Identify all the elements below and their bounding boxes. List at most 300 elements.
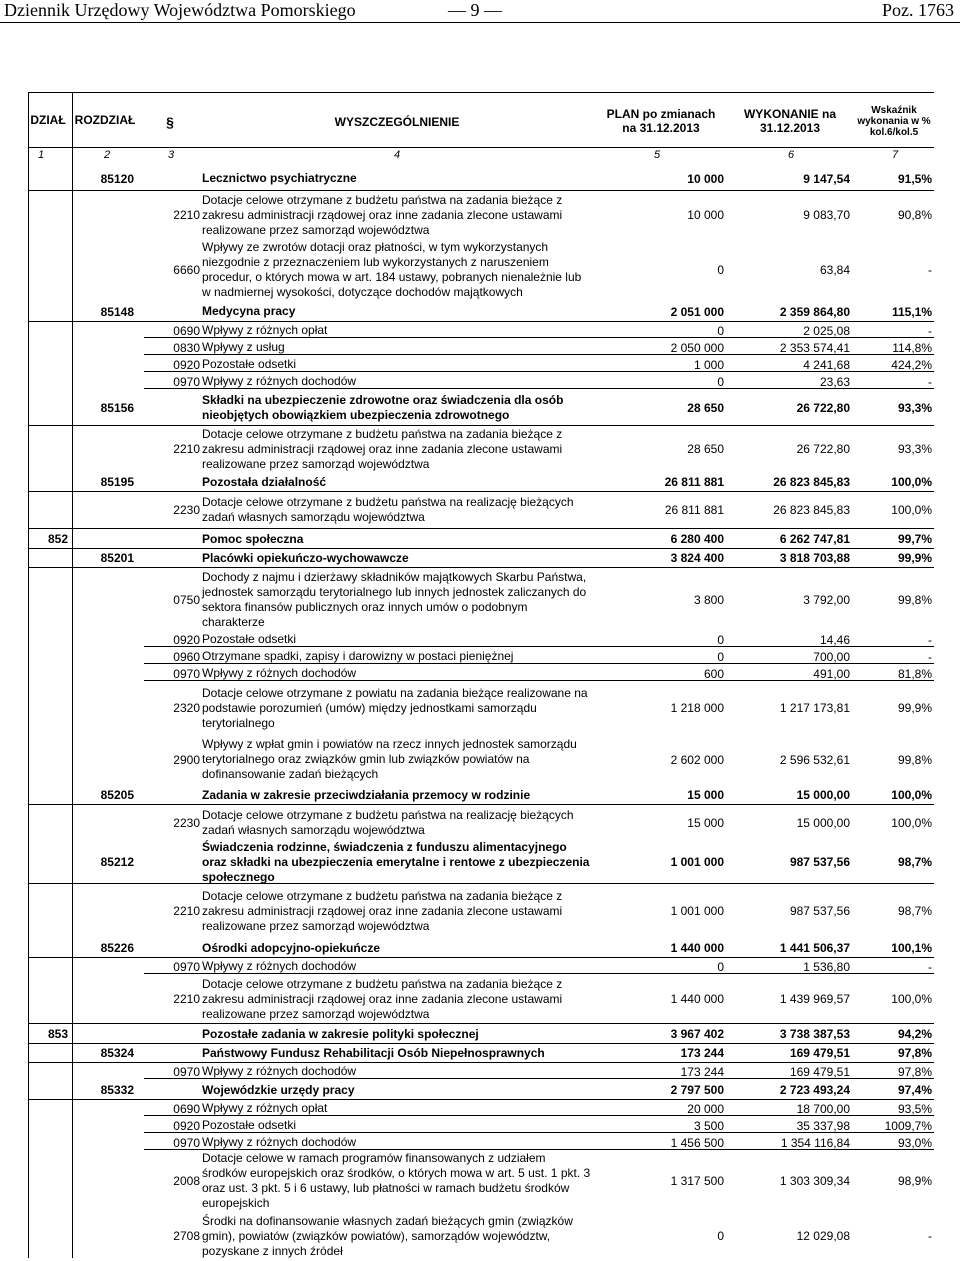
row-description-text: Wpływy z wpłat gmin i powiatów na rzecz innych jednostek samorządu terytorialnego oraz związków gmin lub związków powiatów na dofinansowanie zadań bieżących [202,737,577,781]
row-underline [144,388,934,389]
table-row [28,568,934,631]
plan-value [598,884,724,938]
dzial-code [28,239,68,301]
wykonanie-value-text: 1 439 969,57 [779,992,850,1006]
row-description [202,166,592,191]
row-description [202,390,592,426]
rozdzial-code [72,390,134,426]
dzial-code [28,166,68,191]
col-plan: PLAN po zmianach na 31.12.2013 [606,107,716,135]
plan-value-text: 28 650 [687,401,724,415]
percent-value [854,734,932,785]
paragraf-code-text: 0970 [173,374,200,389]
plan-value-text: 0 [717,959,724,974]
plan-value-text: 10 000 [687,208,724,222]
table-row [28,1080,934,1100]
row-description [202,301,592,322]
paragraf-code [144,191,200,239]
plan-value-text: 26 811 881 [664,475,724,489]
wykonanie-value-text: 4 241,68 [803,357,850,372]
plan-value-text: 3 824 400 [670,551,724,565]
plan-value [598,301,724,322]
rozdzial-code [72,682,134,734]
plan-value [598,239,724,301]
paragraf-code-text: 0970 [173,1135,200,1150]
rozdzial-code [72,373,134,390]
plan-value [598,840,724,884]
percent-value-text: - [928,649,932,664]
row-description-text: Wpływy z różnych dochodów [202,666,357,680]
percent-value [854,884,932,938]
rozdzial-code [72,322,134,339]
wykonanie-value [730,191,850,239]
rozdzial-code-text: 85195 [100,475,134,489]
table-row [28,528,934,549]
row-underline [144,680,934,681]
dzial-code [28,426,68,472]
percent-value [854,805,932,840]
paragraf-code-text: 0690 [173,323,200,338]
table-row [28,301,934,322]
paragraf-code-text: 0960 [173,649,200,664]
dzial-code [28,1024,68,1044]
rozdzial-code [72,734,134,785]
wykonanie-value-text: 14,46 [819,632,850,647]
percent-value-text: 99,8% [897,592,932,607]
percent-value [854,426,932,472]
rozdzial-code [72,785,134,805]
wykonanie-value-text: 1 217 173,81 [779,701,850,715]
plan-value-text: 173 244 [680,1064,724,1079]
table-row [28,390,934,426]
row-description [202,1151,592,1211]
table-row [28,1211,934,1261]
journal-title: Dziennik Urzędowy Województwa Pomorskiego [4,0,356,20]
col-rozdzial: ROZDZIAŁ [74,113,136,127]
row-description-text: Wojewódzkie urzędy pracy [202,1082,355,1097]
paragraf-code [144,1211,200,1261]
wykonanie-value-text: 63,84 [819,263,850,277]
paragraf-code-text: 2210 [173,442,200,456]
paragraf-code-text: 2210 [173,904,200,918]
table-row [28,805,934,840]
wykonanie-value-text: 9 147,54 [803,171,850,186]
plan-value [598,1080,724,1100]
wykonanie-value-text: 1 354 116,84 [780,1135,850,1150]
paragraf-code [144,938,200,958]
row-description-text: Medycyna pracy [202,304,296,318]
wykonanie-value [730,805,850,840]
rozdzial-code [72,492,134,528]
percent-value-text: 97,8% [897,1046,932,1060]
rozdzial-code [72,1134,134,1151]
table-row [28,239,934,301]
wykonanie-value-text: 2 025,08 [803,323,850,338]
rozdzial-code [72,339,134,356]
col-num: 4 [394,149,401,161]
table-row [28,734,934,785]
plan-value [598,785,724,805]
wykonanie-value-text: 9 083,70 [803,208,850,222]
rozdzial-code [72,631,134,648]
row-description [202,472,592,492]
table-row [28,1117,934,1134]
plan-value-text: 600 [703,666,724,681]
rozdzial-code [72,1080,134,1100]
col-paragraf: § [166,114,174,130]
rozdzial-code [72,1063,134,1080]
col-num: 2 [104,149,111,161]
row-description-text: Ośrodki adopcyjno-opiekuńcze [202,940,381,955]
percent-value-text: 93,3% [897,442,932,456]
paragraf-code-text: 2230 [173,503,200,517]
table-row [28,631,934,648]
percent-value-text: 97,4% [897,1083,932,1097]
wykonanie-value-text: 15 000,00 [796,815,850,830]
rozdzial-code [72,472,134,492]
row-description [202,805,592,840]
wykonanie-value-text: 26 823 845,83 [773,475,850,489]
row-description [202,568,592,631]
table-row [28,785,934,805]
row-description [202,548,592,568]
percent-value-text: 90,8% [897,208,932,222]
paragraf-code-text: 6660 [173,263,200,277]
plan-value-text: 26 811 881 [664,503,724,517]
paragraf-code [144,785,200,805]
dzial-code [28,1100,68,1117]
wykonanie-value [730,785,850,805]
col-num: 6 [788,149,795,161]
row-description-text: Dotacje celowe otrzymane z budżetu państwa na realizację bieżących zadań własnych samorządu województwa [202,495,574,524]
row-description-text: Pozostałe odsetki [202,1118,297,1132]
paragraf-code [144,1024,200,1044]
paragraf-code-text: 0750 [173,592,200,607]
dzial-code [28,1043,68,1063]
row-underline [144,1149,934,1150]
wykonanie-value [730,975,850,1023]
table-row [28,648,934,665]
plan-value-text: 28 650 [687,442,724,456]
table-row [28,1100,934,1117]
paragraf-code [144,840,200,884]
plan-value-text: 1 000 [693,357,724,372]
wykonanie-value-text: 12 029,08 [796,1229,850,1243]
row-description-text: Świadczenia rodzinne, świadczenia z funduszu alimentacyjnego oraz składki na ubezpieczenia emerytalne i rentowe z ubezpieczenia społecznego [202,839,590,884]
col-num: 7 [892,149,899,161]
rozdzial-code [72,958,134,975]
plan-value [598,975,724,1023]
wykonanie-value [730,938,850,958]
wykonanie-value [730,1043,850,1063]
table-row [28,938,934,958]
percent-value [854,390,932,426]
plan-value [598,191,724,239]
percent-value-text: 100,0% [891,788,932,802]
rozdzial-code [72,648,134,665]
percent-value-text: 115,1% [891,304,932,319]
percent-value-text: - [928,632,932,647]
dzial-code [28,322,68,339]
plan-value [598,166,724,191]
row-description [202,734,592,785]
percent-value-text: 99,9% [897,551,932,565]
table-row [28,682,934,734]
paragraf-code-text: 0830 [173,340,200,355]
percent-value-text: 100,0% [891,503,932,517]
paragraf-code [144,529,200,549]
percent-value [854,1043,932,1063]
paragraf-code-text: 2230 [173,815,200,830]
row-description-text: Wpływy ze zwrotów dotacji oraz płatności, w tym wykorzystanych niezgodnie z przeznaczeniem lub wykorzystanych z naruszeniem procedur, o których mowa w art. 184 ustawy, pobranych nienależnie lub w nadmiernej wysokości, dotyczące dochodów majątkowych [202,240,582,299]
percent-value [854,529,932,549]
paragraf-code [144,1043,200,1063]
dzial-code [28,301,68,322]
percent-value-text: - [928,323,932,338]
paragraf-code [144,1080,200,1100]
plan-value-text: 0 [717,323,724,338]
rozdzial-code [72,191,134,239]
percent-value-text: 100,0% [891,815,932,830]
dzial-code [28,1211,68,1261]
row-description [202,682,592,734]
percent-value [854,1080,932,1100]
plan-value-text: 1 317 500 [670,1174,724,1188]
rozdzial-code [72,1211,134,1261]
plan-value-text: 173 244 [680,1046,724,1060]
wykonanie-value [730,426,850,472]
wykonanie-value-text: 26 823 845,83 [773,503,850,517]
row-description-text: Wpływy z różnych dochodów [202,1064,357,1078]
rozdzial-code [72,166,134,191]
percent-value-text: 100,0% [891,992,932,1006]
row-description [202,529,592,549]
rozdzial-code-text: 85148 [100,304,134,319]
plan-value-text: 10 000 [687,171,724,186]
wykonanie-value-text: 2 723 493,24 [779,1083,850,1097]
plan-value [598,1151,724,1211]
dzial-code [28,1063,68,1080]
paragraf-code [144,805,200,840]
row-description [202,492,592,528]
wykonanie-value [730,301,850,322]
percent-value [854,568,932,631]
plan-value [598,426,724,472]
paragraf-code-text: 2008 [173,1174,200,1188]
wykonanie-value-text: 2 596 532,61 [779,752,850,767]
percent-value-text: - [928,959,932,974]
plan-value-text: 2 051 000 [670,304,724,319]
percent-value-text: 93,0% [897,1135,932,1150]
row-description-text: Zadania w zakresie przeciwdziałania przemocy w rodzinie [202,787,531,802]
percent-value-text: 424,2% [891,357,932,372]
plan-value [598,1024,724,1044]
col-num: 5 [654,149,661,161]
wykonanie-value [730,1024,850,1044]
rozdzial-code-text: 85324 [100,1046,134,1060]
row-description-text: Pozostałe odsetki [202,632,297,646]
wykonanie-value [730,548,850,568]
table-row [28,1151,934,1211]
percent-value-text: 93,3% [897,401,932,415]
wykonanie-value [730,166,850,191]
row-underline [144,973,934,974]
row-underline [144,337,934,338]
percent-value [854,191,932,239]
dzial-code [28,492,68,528]
row-description-text: Placówki opiekuńczo-wychowawcze [202,550,409,565]
percent-value-text: 99,8% [897,752,932,767]
percent-value-text: 93,5% [897,1101,932,1116]
wykonanie-value-text: 987 537,56 [789,855,850,869]
paragraf-code [144,568,200,631]
rozdzial-code [72,1043,134,1063]
row-description-text: Wpływy z różnych dochodów [202,374,357,388]
wykonanie-value [730,390,850,426]
rozdzial-code [72,1100,134,1117]
percent-value-text: 99,9% [897,701,932,715]
dzial-code [28,884,68,938]
plan-value-text: 15 000 [687,815,724,830]
wykonanie-value-text: 1 441 506,37 [779,941,850,955]
plan-value-text: 1 218 000 [670,701,724,715]
rozdzial-code [72,938,134,958]
row-underline [144,1078,934,1079]
percent-value [854,938,932,958]
percent-value [854,301,932,322]
rozdzial-code-text: 85332 [100,1083,134,1097]
table-row [28,426,934,472]
percent-value-text: 98,7% [897,904,932,918]
rozdzial-code-text: 85120 [100,171,134,186]
row-description-text: Pozostała działalność [202,474,327,489]
table-row [28,975,934,1023]
dzial-code [28,938,68,958]
page-number: — 9 — [448,0,502,20]
row-underline [144,663,934,664]
row-description [202,785,592,805]
percent-value [854,840,932,884]
row-description [202,975,592,1023]
paragraf-code [144,548,200,568]
dzial-code [28,1080,68,1100]
dzial-code [28,958,68,975]
table-row [28,191,934,239]
col-wykonanie: WYKONANIE na 31.12.2013 [743,107,836,135]
paragraf-code [144,1151,200,1211]
paragraf-code-text: 0920 [173,632,200,647]
dzial-code [28,390,68,426]
percent-value-text: 100,0% [891,475,932,489]
plan-value-text: 0 [717,649,724,664]
wykonanie-value-text: 3 792,00 [803,592,850,607]
percent-value-text: 81,8% [897,666,932,681]
row-description-text: Otrzymane spadki, zapisy i darowizny w postaci pieniężnej [202,649,514,663]
wykonanie-value-text: 1 303 309,34 [779,1174,850,1188]
dzial-code-text: 853 [47,1027,68,1041]
paragraf-code-text: 2320 [173,701,200,715]
table-row [28,665,934,682]
row-description [202,191,592,239]
wykonanie-value-text: 491,00 [813,666,850,681]
row-description-text: Pomoc społeczna [202,531,304,546]
percent-value [854,239,932,301]
plan-value-text: 0 [717,263,724,277]
rozdzial-code [72,239,134,301]
paragraf-code [144,301,200,322]
table-row [28,166,934,191]
dzial-code [28,734,68,785]
col-opis: WYSZCZEGÓLNIENIE [334,115,460,129]
wykonanie-value [730,884,850,938]
rozdzial-code-text: 85226 [100,941,134,955]
percent-value [854,785,932,805]
dzial-code [28,339,68,356]
plan-value [598,548,724,568]
row-description-text: Lecznictwo psychiatryczne [202,171,357,185]
rozdzial-code [72,1024,134,1044]
dzial-code [28,840,68,884]
plan-value-text: 2 050 000 [670,340,724,355]
row-description [202,840,592,884]
plan-value [598,492,724,528]
row-description [202,1211,592,1261]
row-description-text: Wpływy z różnych dochodów [202,959,357,973]
row-description-text: Dotacje celowe otrzymane z budżetu państwa na zadania bieżące z zakresu administracji rządowej oraz inne zadania zlecone ustawami realizowane przez samorząd województwa [202,426,563,471]
paragraf-code [144,682,200,734]
dzial-code [28,373,68,390]
wykonanie-value-text: 26 722,80 [796,442,850,456]
paragraf-code-text: 2210 [173,992,200,1006]
table-row [28,1134,934,1151]
plan-value [598,938,724,958]
dzial-code [28,785,68,805]
row-description-text: Dotacje celowe otrzymane z budżetu państwa na realizację bieżących zadań własnych samorządu województwa [202,807,574,837]
wykonanie-value [730,492,850,528]
rozdzial-code [72,301,134,322]
plan-value-text: 1 456 500 [670,1135,724,1150]
paragraf-code [144,975,200,1023]
plan-value-text: 0 [717,1229,724,1243]
wykonanie-value-text: 26 722,80 [796,401,850,415]
wykonanie-value-text: 700,00 [813,649,850,664]
rozdzial-code [72,975,134,1023]
wykonanie-value [730,1151,850,1211]
rozdzial-code [72,529,134,549]
plan-value-text: 2 602 000 [670,752,724,767]
rozdzial-code [72,568,134,631]
dzial-code [28,568,68,631]
row-underline [144,1132,934,1133]
paragraf-code [144,390,200,426]
plan-value-text: 3 800 [693,592,724,607]
row-underline [144,1115,934,1116]
wykonanie-value-text: 987 537,56 [789,904,850,918]
rozdzial-code [72,1151,134,1211]
table-row [28,472,934,492]
row-description-text: Wpływy z różnych opłat [202,323,328,337]
rozdzial-code [72,1117,134,1134]
row-description-text: Wpływy z różnych opłat [202,1101,328,1115]
wykonanie-value-text: 169 479,51 [789,1046,850,1060]
paragraf-code [144,492,200,528]
plan-value-text: 6 280 400 [670,532,724,546]
wykonanie-value-text: 1 536,80 [803,959,850,974]
table-row [28,492,934,528]
row-description-text: Dotacje celowe otrzymane z powiatu na zadania bieżące realizowane na podstawie porozumień (umów) między jednostkami samorządu terytorialnego [202,685,588,730]
dzial-code [28,1151,68,1211]
table-row [28,958,934,975]
